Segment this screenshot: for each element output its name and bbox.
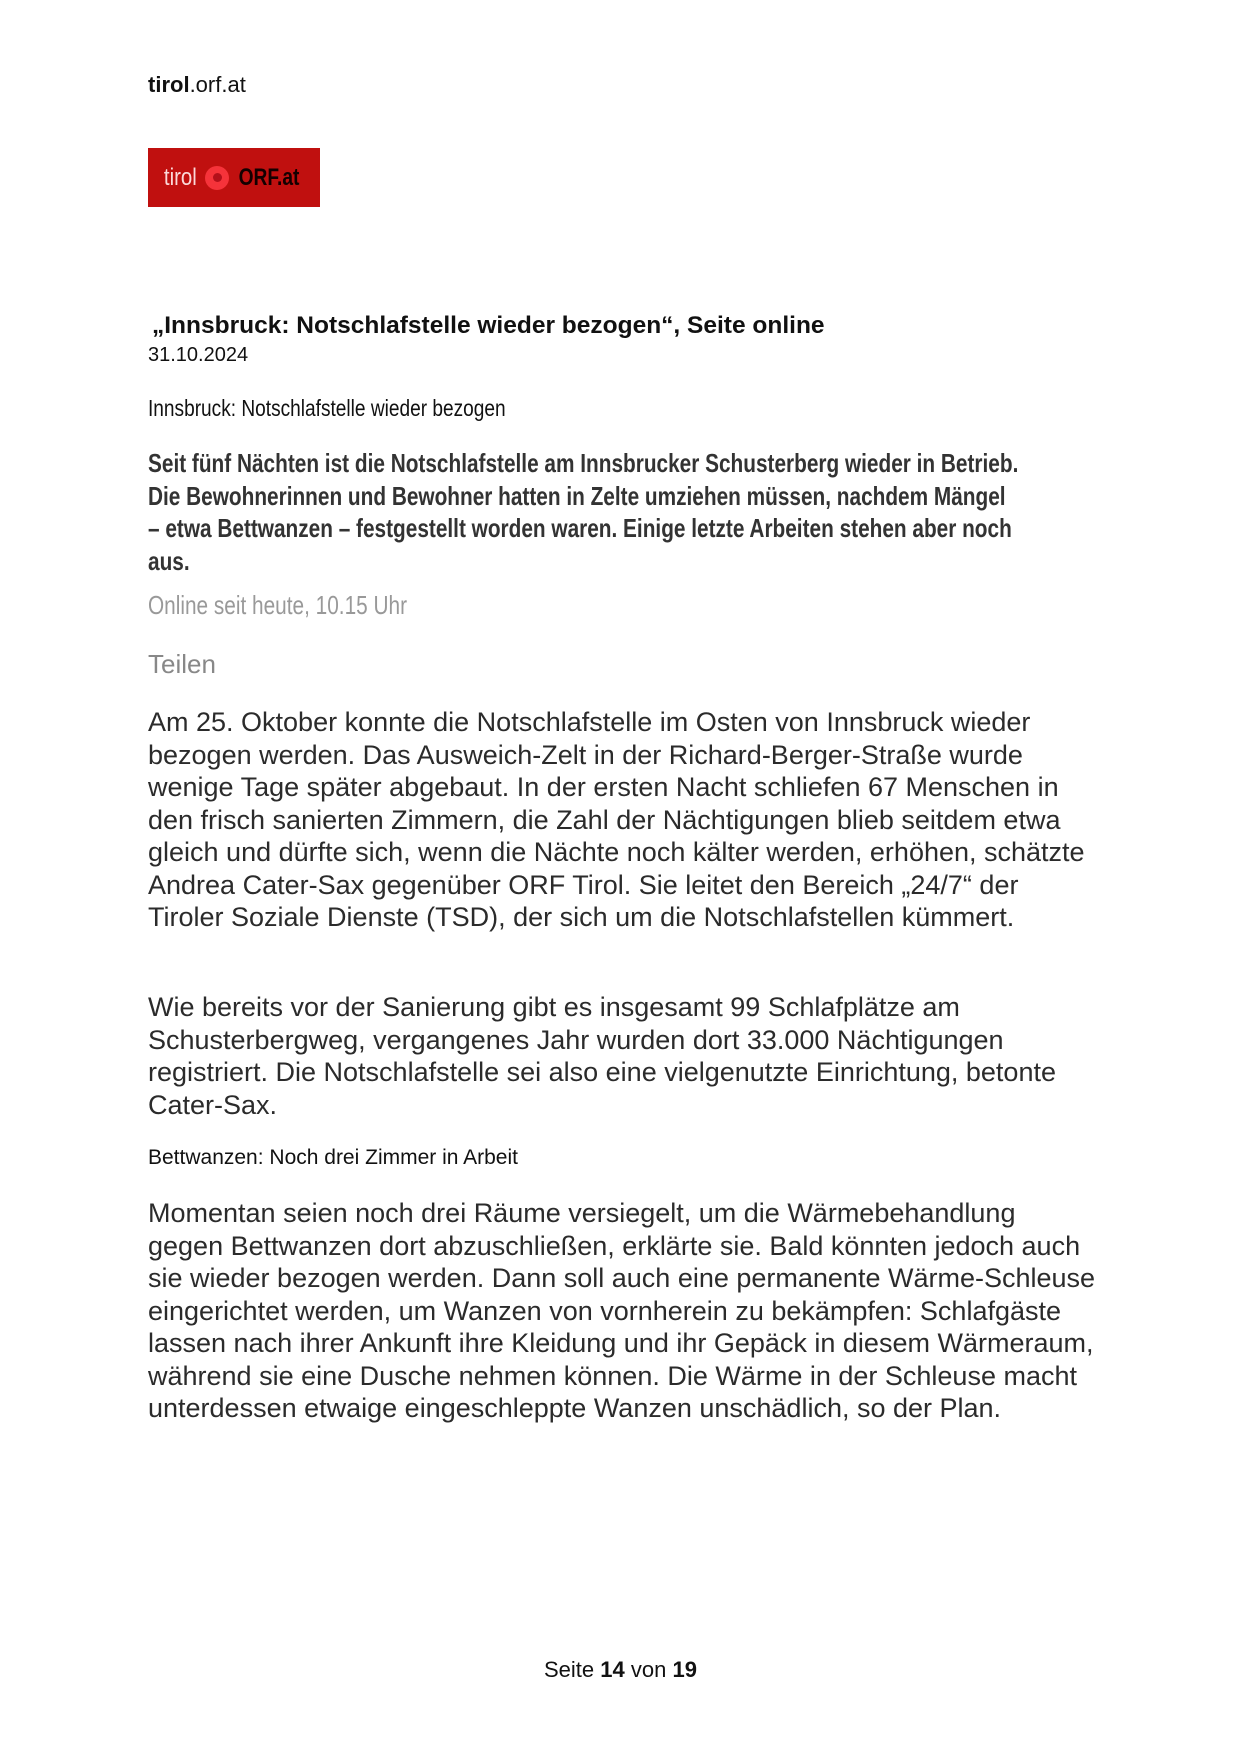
paragraph-2: Wie bereits vor der Sanierung gibt es insgesamt 99 Schlafplätze am Schusterbergweg, vergangenes Jahr wurden dort 33.000 Nächtigungen registriert. Die Notschlafstelle sei also eine vielgenutzte Einrichtung, betonte Cater-Sax. [148, 992, 1056, 1120]
document-title: „Innsbruck: Notschlafstelle wieder bezogen“, Seite online [152, 312, 825, 339]
logo-region: tirol [163, 163, 197, 191]
page-prefix: Seite [544, 1657, 595, 1682]
document-date: 31.10.2024 [148, 344, 249, 366]
page-number [0, 1657, 1241, 1683]
site-name-rest: .orf.at [189, 72, 246, 97]
article-subheading: Bettwanzen: Noch drei Zimmer in Arbeit [148, 1146, 518, 1169]
site-name [148, 72, 246, 98]
tirol-orf-logo [148, 148, 320, 207]
paragraph-3: Momentan seien noch drei Räume versiegelt, um die Wärmebehandlung gegen Bettwanzen dort abzuschließen, erklärte sie. Bald könnten jedoch auch sie wieder bezogen werden. Dann soll auch eine permanente Wärme-Schleuse eingerichtet werden, um Wanzen von vornherein zu bekämpfen: Schlafgäste lassen nach ihrer Ankunft ihre Kleidung und ihr Gepäck in diesem Wärmeraum, während sie eine Dusche nehmen können. Die Wärme in der Schleuse macht unterdessen etwaige eingeschleppte Wanzen unschädlich, so der Plan. [148, 1198, 1096, 1423]
article-headline: Innsbruck: Notschlafstelle wieder bezogen [148, 395, 506, 421]
site-name-bold: tirol [148, 72, 190, 97]
current-page: 14 [600, 1657, 625, 1682]
total-pages: 19 [672, 1657, 697, 1682]
paragraph-1: Am 25. Oktober konnte die Notschlafstelle im Osten von Innsbruck wieder bezogen werden. Das Ausweich-Zelt in der Richard-Berger-Straße wurde wenige Tage später abgebaut. In der ersten Nacht schliefen 67 Menschen in den frisch sanierten Zimmern, die Zahl der Nächtigungen blieb seitdem etwa gleich und dürfte sich, wenn die Nächte noch kälter werden, erhöhen, schätzte Andrea Cater-Sax gegenüber ORF Tirol. Sie leitet den Bereich „24/7“ der Tiroler Soziale Dienste (TSD), der sich um die Notschlafstellen kümmert. [148, 707, 1085, 932]
online-since: Online seit heute, 10.15 Uhr [148, 590, 408, 620]
orf-ring-icon [205, 166, 229, 190]
share-label: Teilen [148, 649, 216, 679]
logo-brand: ORF.at [238, 163, 300, 191]
article-lead: Seit fünf Nächten ist die Notschlafstelle am Innsbrucker Schusterberg wieder in Betrieb. Die Bewohnerinnen und Bewohner hatten in Zelte umziehen müssen, nachdem Mängel – etwa Bettwanzen – festgestellt worden waren. Einige letzte Arbeiten stehen aber noch aus. [148, 448, 1019, 576]
page-of: von [630, 1657, 667, 1682]
